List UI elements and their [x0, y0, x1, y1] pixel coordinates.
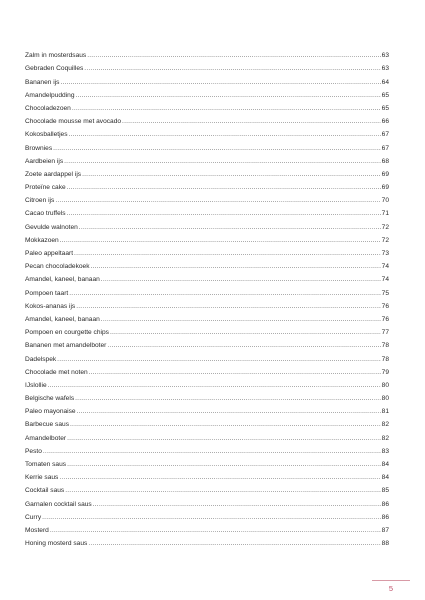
toc-entry[interactable]: [25, 152, 389, 165]
toc-entry-title: Garnalen cocktail saus: [25, 500, 92, 508]
toc-entry-page-number: 69: [381, 170, 389, 178]
toc-dot-leader: [57, 356, 381, 363]
toc-entry-page-number: 79: [381, 368, 389, 376]
toc-entry[interactable]: [25, 389, 389, 402]
toc-entry-title: Gebraden Coquilles: [25, 65, 84, 73]
toc-entry-title: Tomaten saus: [25, 461, 67, 468]
toc-dot-leader: [76, 92, 381, 99]
toc-entry-page-number: 64: [381, 78, 389, 86]
toc-dot-leader: [87, 52, 380, 59]
toc-entry-title: Bananen ijs: [25, 78, 60, 86]
toc-entry-title: Gevulde walnoten: [25, 223, 78, 231]
toc-dot-leader: [76, 303, 380, 310]
toc-dot-leader: [69, 131, 381, 138]
toc-entry-title: Dadelspek: [25, 355, 57, 363]
toc-dot-leader: [67, 184, 381, 191]
toc-entry-title: Kerrie saus: [25, 474, 59, 482]
toc-entry[interactable]: [25, 165, 389, 178]
toc-entry-title: Amandelpudding: [25, 91, 75, 99]
toc-dot-leader: [67, 461, 381, 468]
toc-dot-leader: [50, 527, 381, 534]
toc-entry[interactable]: [25, 297, 389, 310]
toc-entry-title: IJslollie: [25, 381, 47, 389]
table-of-contents: [25, 46, 389, 547]
toc-entry-title: Pompoen en courgette chips: [25, 329, 109, 337]
toc-dot-leader: [74, 250, 381, 257]
toc-entry-title: Cocktail saus: [25, 487, 65, 495]
toc-entry[interactable]: [25, 217, 389, 230]
toc-entry[interactable]: [25, 204, 389, 217]
toc-entry-title: Curry: [25, 513, 42, 521]
toc-entry-page-number: 82: [381, 421, 389, 429]
toc-entry-page-number: 65: [381, 104, 389, 112]
page-number: 5: [388, 584, 394, 593]
toc-entry-page-number: 75: [381, 289, 389, 297]
toc-entry-page-number: 84: [381, 461, 389, 468]
toc-dot-leader: [64, 158, 381, 165]
toc-dot-leader: [101, 316, 381, 323]
toc-entry-page-number: 71: [381, 210, 389, 218]
toc-dot-leader: [82, 171, 381, 178]
toc-entry[interactable]: [25, 283, 389, 296]
toc-entry-page-number: 83: [381, 447, 389, 455]
toc-entry-title: Citroen ijs: [25, 197, 55, 205]
toc-dot-leader: [110, 329, 381, 336]
toc-entry-title: Belgische wafels: [25, 395, 75, 403]
toc-entry[interactable]: [25, 534, 389, 547]
toc-entry[interactable]: [25, 59, 389, 72]
toc-entry-page-number: 76: [381, 302, 389, 310]
toc-entry-page-number: 86: [381, 513, 389, 521]
toc-entry-page-number: 74: [381, 276, 389, 284]
toc-entry-page-number: 84: [381, 474, 389, 482]
toc-entry[interactable]: [25, 415, 389, 428]
toc-entry[interactable]: [25, 46, 389, 59]
toc-entry[interactable]: [25, 336, 389, 349]
toc-dot-leader: [89, 369, 381, 376]
toc-entry-page-number: 69: [381, 184, 389, 192]
toc-entry-page-number: 66: [381, 118, 389, 126]
toc-entry[interactable]: [25, 99, 389, 112]
toc-entry-title: Amandelboter: [25, 434, 67, 442]
toc-entry-page-number: 67: [381, 131, 389, 139]
toc-entry[interactable]: [25, 442, 389, 455]
toc-entry-title: Bananen met amandelboter: [25, 342, 107, 350]
toc-entry-page-number: 87: [381, 526, 389, 534]
toc-dot-leader: [59, 474, 380, 481]
toc-dot-leader: [67, 435, 381, 442]
toc-entry[interactable]: [25, 72, 389, 85]
toc-entry[interactable]: [25, 363, 389, 376]
toc-entry[interactable]: [25, 349, 389, 362]
toc-entry-page-number: 76: [381, 315, 389, 323]
toc-entry-title: Pecan chocoladekoek: [25, 263, 90, 271]
toc-dot-leader: [79, 224, 381, 231]
toc-entry-title: Mosterd: [25, 526, 49, 534]
toc-entry-title: Kokos-ananas ijs: [25, 302, 76, 310]
toc-dot-leader: [55, 197, 380, 204]
toc-dot-leader: [67, 210, 381, 217]
toc-entry-page-number: 80: [381, 395, 389, 403]
toc-entry-title: Proteïne cake: [25, 184, 66, 192]
toc-entry[interactable]: [25, 508, 389, 521]
toc-entry[interactable]: [25, 481, 389, 494]
toc-dot-leader: [101, 276, 381, 283]
toc-dot-leader: [69, 290, 380, 297]
toc-entry-title: Cacao truffels: [25, 210, 66, 218]
toc-entry-title: Barbecue saus: [25, 421, 69, 429]
toc-dot-leader: [88, 540, 380, 547]
toc-entry[interactable]: [25, 323, 389, 336]
toc-entry-page-number: 78: [381, 355, 389, 363]
toc-entry-page-number: 70: [381, 197, 389, 205]
toc-dot-leader: [77, 408, 381, 415]
toc-dot-leader: [60, 237, 381, 244]
toc-dot-leader: [107, 342, 380, 349]
toc-entry-page-number: 88: [381, 540, 389, 548]
toc-entry-page-number: 85: [381, 487, 389, 495]
toc-entry-title: Zoete aardappel ijs: [25, 170, 82, 178]
toc-entry[interactable]: [25, 455, 389, 468]
toc-entry-page-number: 74: [381, 263, 389, 271]
toc-dot-leader: [53, 145, 381, 152]
toc-entry-title: Paleo appeltaart: [25, 250, 74, 257]
toc-entry-page-number: 80: [381, 381, 389, 389]
toc-entry[interactable]: [25, 178, 389, 191]
toc-entry[interactable]: [25, 231, 389, 244]
toc-entry-page-number: 82: [381, 434, 389, 442]
toc-entry-page-number: 67: [381, 144, 389, 152]
toc-entry[interactable]: [25, 138, 389, 151]
toc-entry[interactable]: [25, 112, 389, 125]
toc-entry-page-number: 77: [381, 329, 389, 337]
toc-entry-title: Pompoen taart: [25, 289, 69, 297]
toc-entry-title: Kokosballetjes: [25, 131, 68, 139]
toc-dot-leader: [84, 65, 380, 72]
toc-entry[interactable]: [25, 521, 389, 534]
toc-entry-page-number: 63: [381, 65, 389, 73]
toc-entry-page-number: 63: [381, 52, 389, 60]
toc-entry-title: Chocolade met noten: [25, 368, 88, 376]
toc-entry[interactable]: [25, 125, 389, 138]
toc-dot-leader: [91, 263, 381, 270]
toc-entry-title: Amandel, kaneel, banaan: [25, 315, 100, 323]
toc-entry-page-number: 86: [381, 500, 389, 508]
toc-entry[interactable]: [25, 244, 389, 257]
toc-dot-leader: [48, 382, 381, 389]
toc-entry-title: Brownies: [25, 144, 53, 152]
toc-entry-page-number: 73: [381, 250, 389, 257]
toc-dot-leader: [60, 79, 380, 86]
toc-entry-title: Honing mosterd saus: [25, 540, 88, 548]
toc-dot-leader: [65, 487, 380, 494]
toc-entry-page-number: 68: [381, 157, 389, 165]
toc-entry-page-number: 72: [381, 236, 389, 244]
toc-entry[interactable]: [25, 428, 389, 441]
toc-entry-title: Pesto: [25, 447, 42, 455]
toc-dot-leader: [93, 501, 381, 508]
toc-entry[interactable]: [25, 270, 389, 283]
toc-entry-title: Paleo mayonaise: [25, 408, 76, 416]
toc-dot-leader: [75, 395, 381, 402]
toc-entry[interactable]: [25, 468, 389, 481]
toc-entry-page-number: 81: [381, 408, 389, 416]
toc-entry[interactable]: [25, 86, 389, 99]
page-number-rule: [372, 580, 410, 581]
toc-entry-title: Aardbeien ijs: [25, 157, 64, 165]
toc-entry-title: Mokkazoen: [25, 236, 59, 244]
toc-dot-leader: [72, 105, 381, 112]
toc-entry-title: Amandel, kaneel, banaan: [25, 276, 100, 284]
toc-dot-leader: [122, 118, 381, 125]
toc-entry[interactable]: [25, 191, 389, 204]
toc-entry[interactable]: [25, 402, 389, 415]
toc-entry-title: Chocolade mousse met avocado: [25, 118, 122, 126]
toc-entry-title: Chocoladezoen: [25, 104, 71, 112]
toc-dot-leader: [70, 421, 381, 428]
toc-entry[interactable]: [25, 310, 389, 323]
toc-entry-page-number: 65: [381, 91, 389, 99]
toc-dot-leader: [43, 448, 381, 455]
toc-entry-page-number: 78: [381, 342, 389, 350]
toc-entry-page-number: 72: [381, 223, 389, 231]
toc-entry[interactable]: [25, 257, 389, 270]
toc-entry[interactable]: [25, 494, 389, 507]
toc-entry[interactable]: [25, 376, 389, 389]
toc-dot-leader: [42, 514, 381, 521]
toc-entry-title: Zalm in mosterdsaus: [25, 52, 87, 60]
